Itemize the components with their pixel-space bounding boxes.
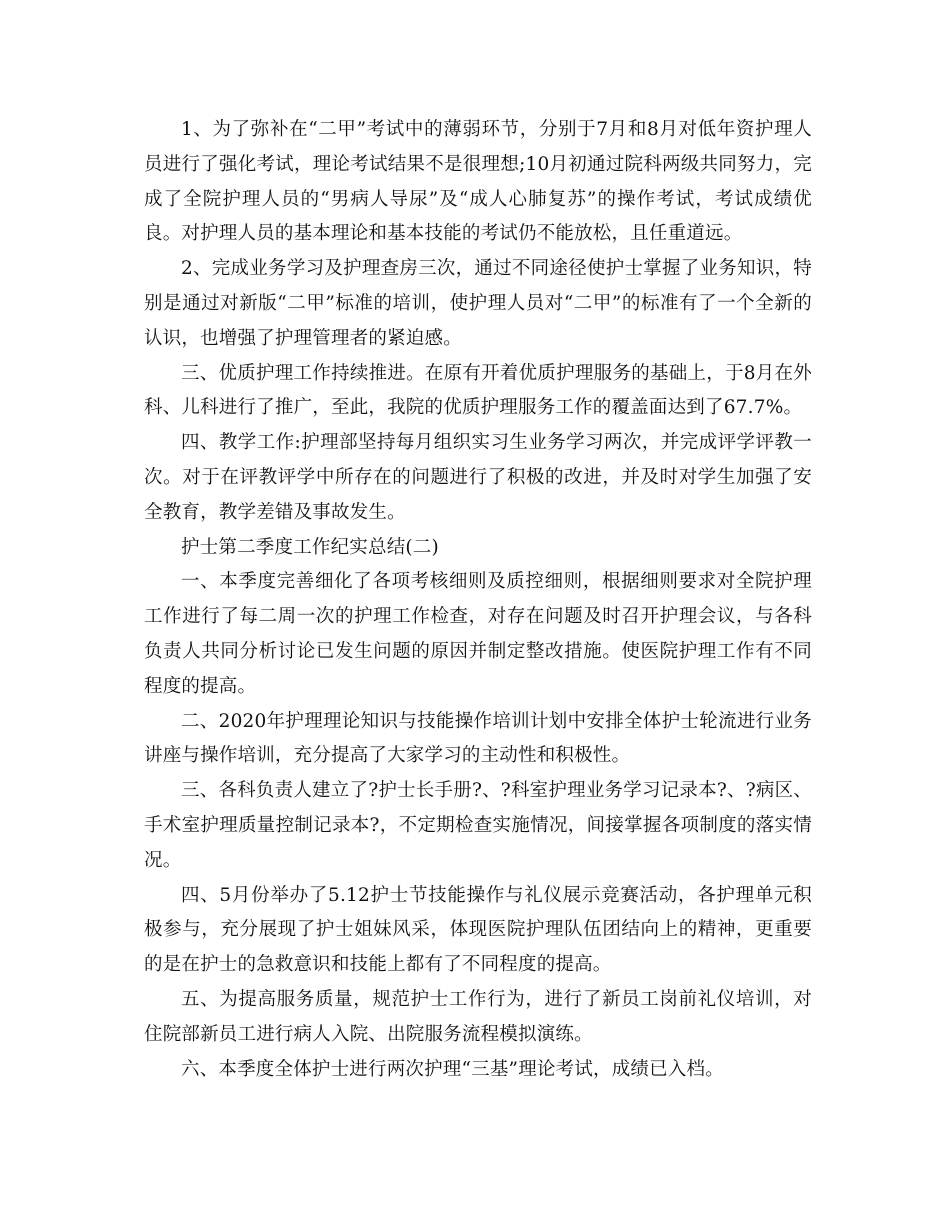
paragraph-10: 五、为提高服务质量，规范护士工作行为，进行了新员工岗前礼仪培训，对住院部新员工进行病人入院、出院服务流程模拟演练。 (144, 988, 812, 1045)
paragraph-8: 三、各科负责人建立了?护士长手册?、?科室护理业务学习记录本?、?病区、手术室护理质量控制记录本?，不定期检查实施情况，间接掌握各项制度的落实情况。 (144, 780, 812, 871)
document-body (144, 113, 812, 1087)
paragraph-1: 1、为了弥补在“二甲”考试中的薄弱环节，分别于7月和8月对低年资护理人员进行了强化考试，理论考试结果不是很理想;10月初通过院科两级共同努力，完成了全院护理人员的“男病人导尿”及“成人心肺复苏”的操作考试，考试成绩优良。对护理人员的基本理论和基本技能的考试仍不能放松，且任重道远。 (144, 119, 812, 245)
paragraph-7: 二、2020年护理理论知识与技能操作培训计划中安排全体护士轮流进行业务讲座与操作培训，充分提高了大家学习的主动性和积极性。 (144, 710, 812, 767)
paragraph-3: 三、优质护理工作持续推进。在原有开着优质护理服务的基础上，于8月在外科、儿科进行了推广，至此，我院的优质护理服务工作的覆盖面达到了67.7%。 (144, 362, 812, 419)
paragraph-9: 四、5月份举办了5.12护士节技能操作与礼仪展示竞赛活动，各护理单元积极参与，充分展现了护士姐妹风采，体现医院护理队伍团结向上的精神，更重要的是在护士的急救意识和技能上都有了不同程度的提高。 (144, 884, 812, 976)
paragraph-11: 六、本季度全体护士进行两次护理“三基”理论考试，成绩已入档。 (181, 1058, 724, 1080)
section-heading: 护士第二季度工作纪实总结(二) (181, 536, 439, 558)
paragraph-6: 一、本季度完善细化了各项考核细则及质控细则，根据细则要求对全院护理工作进行了每二周一次的护理工作检查，对存在问题及时召开护理会议，与各科负责人共同分析讨论已发生问题的原因并制定整改措施。使医院护理工作有不同程度的提高。 (144, 571, 812, 697)
paragraph-2: 2、完成业务学习及护理查房三次，通过不同途径使护士掌握了业务知识，特别是通过对新版“二甲”标准的培训，使护理人员对“二甲”的标准有了一个全新的认识，也增强了护理管理者的紧迫感。 (144, 258, 812, 349)
paragraph-4: 四、教学工作:护理部坚持每月组织实习生业务学习两次，并完成评学评教一次。对于在评教评学中所存在的问题进行了积极的改进，并及时对学生加强了安全教育，教学差错及事故发生。 (144, 432, 812, 523)
